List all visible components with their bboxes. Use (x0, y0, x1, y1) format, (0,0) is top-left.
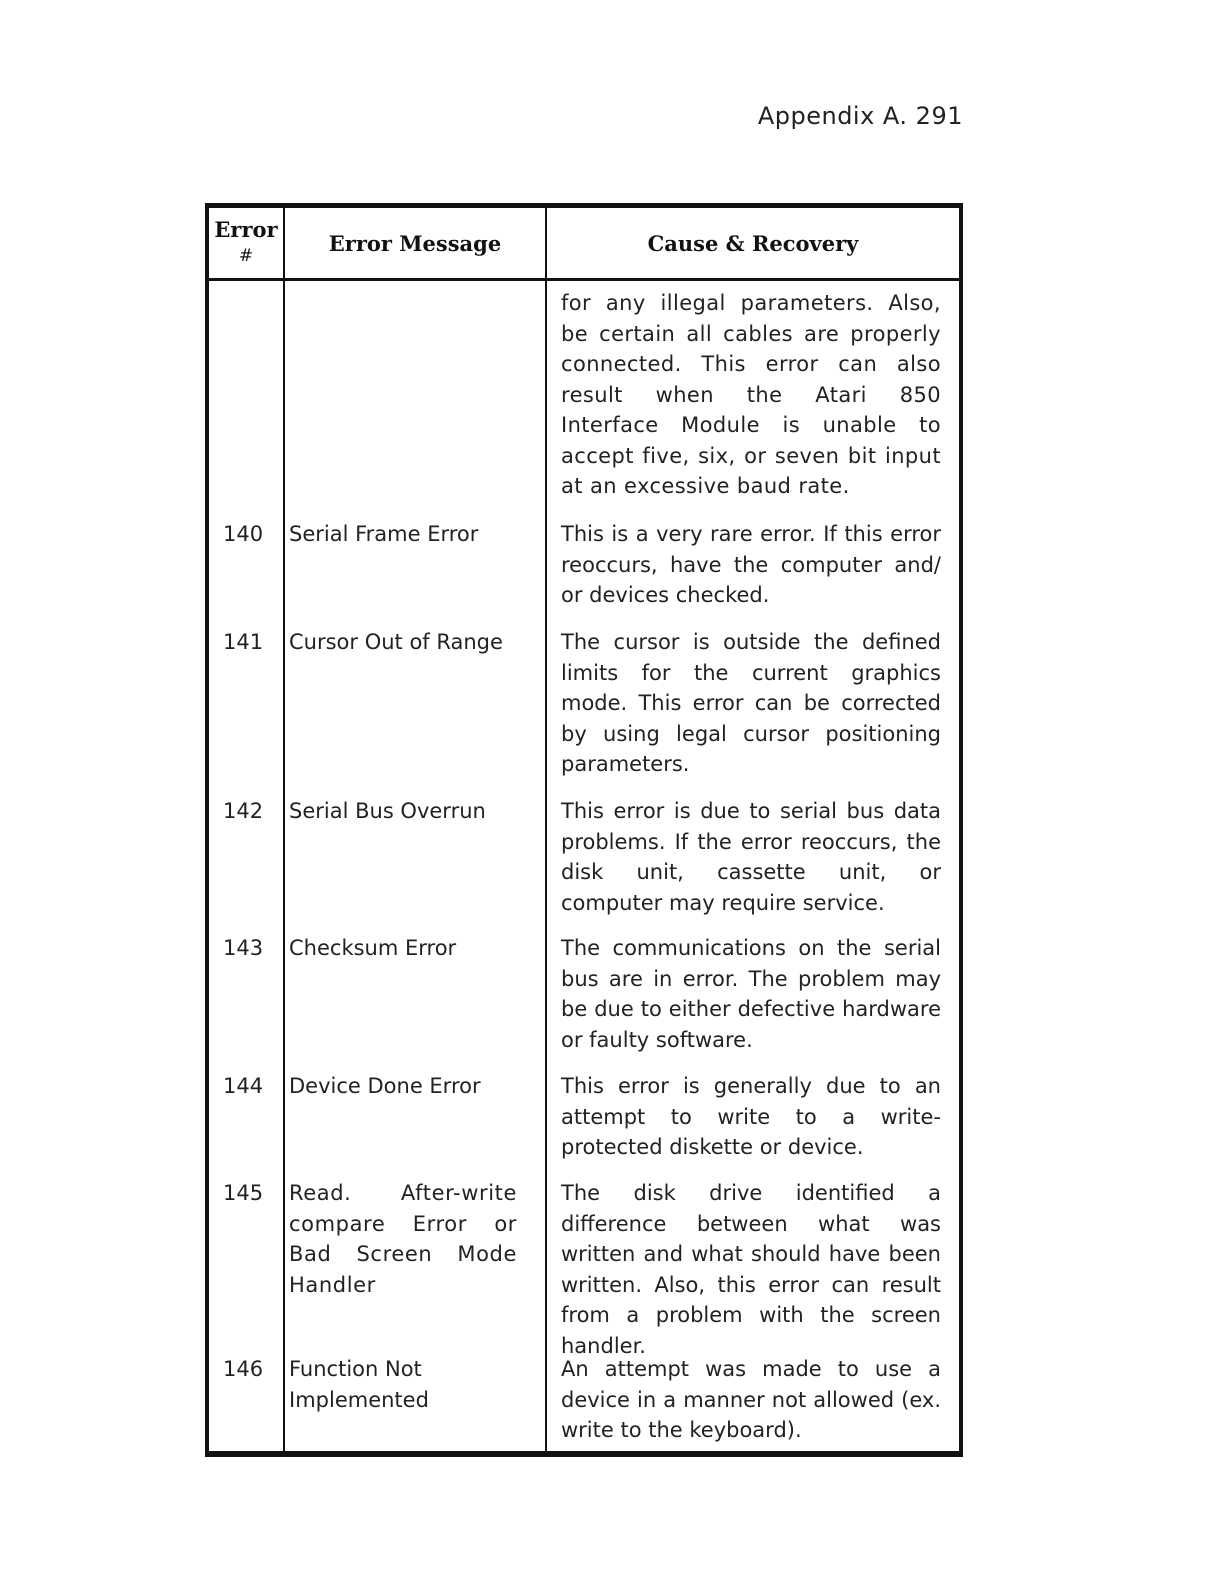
row-140-code: 140 (223, 522, 264, 546)
row-141-cause: The cursor is outside the defined limits for the current graphics mode. This error can be corrected by using legal cursor positioning parameters. (561, 630, 941, 776)
error-table (205, 203, 963, 1457)
running-head: Appendix A. 291 (757, 102, 963, 130)
header-rule (209, 278, 959, 281)
header-error-message: Error Message (328, 230, 502, 256)
row-146-message: Function Not Implemented (289, 1357, 429, 1412)
header-hash: # (238, 246, 254, 266)
row-141-message: Cursor Out of Range (289, 630, 503, 654)
row-140-message: Serial Frame Error (289, 522, 479, 546)
row-144-code: 144 (223, 1074, 264, 1098)
column-divider (283, 208, 285, 1451)
row-142-cause: This error is due to serial bus data problems. If the error reoccurs, the disk unit, cassette unit, or computer may require service. (561, 799, 941, 915)
row-142-message: Serial Bus Overrun (289, 799, 486, 823)
row-144-message: Device Done Error (289, 1074, 481, 1098)
row-142-code: 142 (223, 799, 264, 823)
row-146-code: 146 (223, 1357, 264, 1381)
header-error-number (209, 208, 283, 278)
header-cause-recovery: Cause & Recovery (647, 230, 859, 256)
row-143-message: Checksum Error (289, 936, 457, 960)
row-145-cause: The disk drive identified a difference between what was written and what should have been written. Also, this error can result from a problem with the screen handler. (561, 1181, 941, 1358)
row-143-cause: The communications on the serial bus are in error. The problem may be due to either defective hardware or faulty software. (561, 936, 941, 1052)
row-141-code: 141 (223, 630, 264, 654)
column-divider (545, 208, 547, 1451)
row-144-cause: This error is generally due to an attempt to write to a write-protected diskette or device. (561, 1074, 941, 1159)
row-140-cause: This is a very rare error. If this error reoccurs, have the computer and/ or devices checked. (561, 522, 941, 607)
row-145-code: 145 (223, 1181, 264, 1205)
continuation-cause: for any illegal parameters. Also, be certain all cables are properly connected. This error can also result when the Atari 850 Interface Module is unable to accept five, six, or seven bit input at an excessive baud rate. (561, 291, 941, 498)
header-error-label: Error (214, 217, 278, 242)
row-143-code: 143 (223, 936, 264, 960)
row-145-message: Read. After-write compare Error or Bad Screen Mode Handler (289, 1181, 517, 1297)
row-146-cause: An attempt was made to use a device in a manner not allowed (ex. write to the keyboard). (561, 1357, 941, 1442)
